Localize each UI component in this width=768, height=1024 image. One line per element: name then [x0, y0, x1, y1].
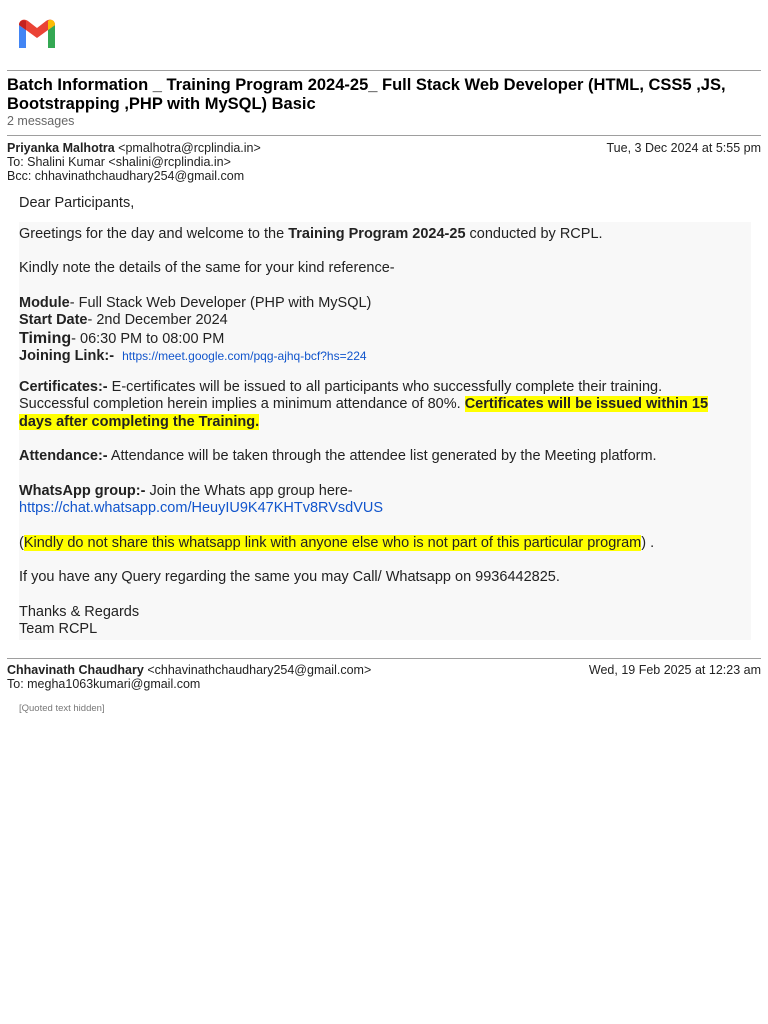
signature: Team RCPL: [19, 621, 98, 637]
message-count: 2 messages: [7, 114, 75, 128]
greeting: Dear Participants,: [19, 195, 135, 211]
message-date: Tue, 3 Dec 2024 at 5:55 pm: [606, 141, 761, 155]
message-divider: [7, 658, 761, 659]
whatsapp-row: WhatsApp group:- Join the Whats app group here-: [19, 482, 353, 499]
recipient-to: To: Shalini Kumar <shalini@rcplindia.in>: [7, 155, 231, 169]
timing-row: Timing- 06:30 PM to 08:00 PM: [19, 329, 225, 347]
thread-subject: Batch Information _ Training Program 2024-25_ Full Stack Web Developer (HTML, CSS5 ,JS, Bootstrapping ,PHP with MySQL) Basic: [7, 76, 726, 113]
joining-link-row: Joining Link:- https://meet.google.com/pqg-ajhq-bcf?hs=224: [19, 348, 367, 364]
certificates-row-2: Successful completion herein implies a minimum attendance of 80%. Certificates will be issued within 15: [19, 396, 709, 412]
query-text: If you have any Query regarding the same you may Call/ Whatsapp on 9936442825.: [19, 569, 560, 585]
subject-divider: [7, 135, 761, 136]
message-body: [19, 195, 754, 639]
recipient-to-2: To: megha1063kumari@gmail.com: [7, 677, 201, 691]
recipient-bcc: Bcc: chhavinathchaudhary254@gmail.com: [7, 169, 245, 183]
certificates-row: Certificates:- E-certificates will be issued to all participants who successfully complete their training.: [19, 378, 663, 395]
sender-email-2: <chhavinathchaudhary254@gmail.com>: [147, 663, 372, 677]
header-divider: [7, 70, 761, 71]
sender-name[interactable]: Priyanka Malhotra: [7, 141, 115, 155]
note-text: Kindly note the details of the same for your kind reference-: [19, 260, 395, 276]
sender-name-2[interactable]: Chhavinath Chaudhary: [7, 663, 144, 677]
message-header-2: [7, 663, 761, 691]
certificates-row-3: days after completing the Training.: [19, 413, 260, 430]
sender-email: <pmalhotra@rcplindia.in>: [118, 141, 261, 155]
module-row: Module- Full Stack Web Developer (PHP with MySQL): [19, 294, 372, 311]
message-header: [7, 141, 761, 183]
warning-text: (Kindly do not share this whatsapp link with anyone else who is not part of this particular program) .: [19, 534, 655, 551]
welcome-text: Greetings for the day and welcome to the Training Program 2024-25 conducted by RCPL.: [19, 225, 603, 242]
whatsapp-link[interactable]: https://chat.whatsapp.com/HeuyIU9K47KHTv8RVsdVUS: [19, 500, 384, 516]
signoff: Thanks & Regards: [19, 603, 140, 620]
meet-link[interactable]: https://meet.google.com/pqg-ajhq-bcf?hs=224: [122, 349, 367, 363]
gmail-logo-icon: [16, 18, 58, 48]
attendance-row: Attendance:- Attendance will be taken through the attendee list generated by the Meeting platform.: [19, 448, 657, 464]
quoted-text-hidden[interactable]: [Quoted text hidden]: [19, 703, 105, 714]
message-date-2: Wed, 19 Feb 2025 at 12:23 am: [588, 663, 761, 677]
start-date-row: Start Date- 2nd December 2024: [19, 312, 228, 328]
